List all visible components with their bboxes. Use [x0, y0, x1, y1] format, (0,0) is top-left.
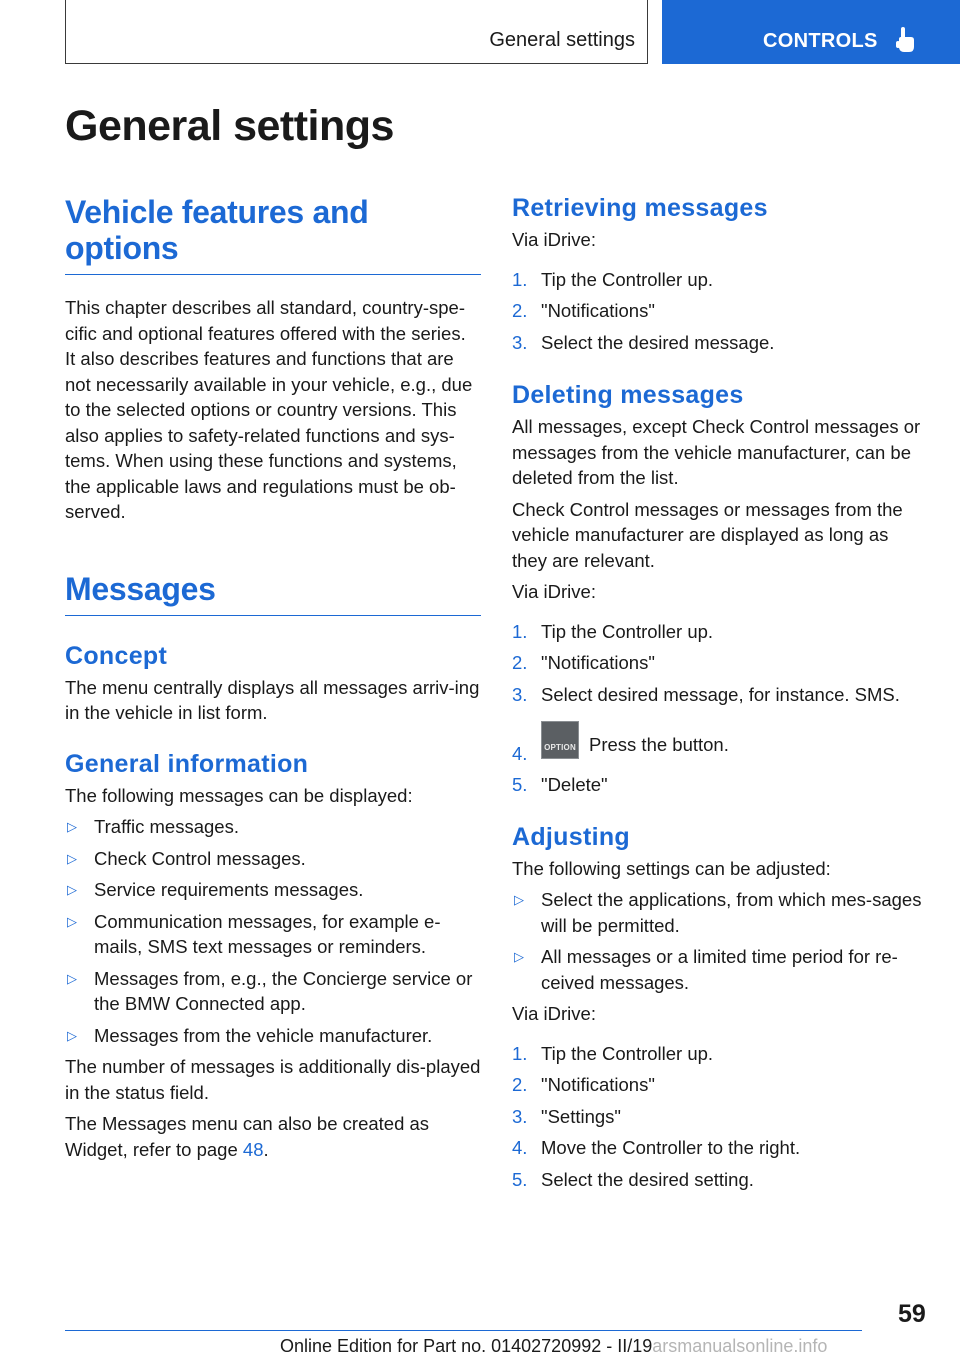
list-item: ▷ Communication messages, for example e-mails, SMS text messages or reminders. [67, 910, 441, 957]
header-controls-tab[interactable] [662, 0, 960, 64]
messages-heading: Messages [65, 570, 216, 607]
vehicle-features-heading-line2: options [65, 230, 179, 266]
deleting-messages-heading: Deleting messages [512, 381, 744, 409]
list-item: ▷ Check Control messages. [65, 846, 481, 872]
concept-heading: Concept [65, 641, 168, 670]
footer-edition [280, 1336, 827, 1357]
step-item: 4. Move the Controller to the right. [512, 1137, 801, 1158]
left-column [65, 194, 481, 1162]
list-item: ▷ Messages from, e.g., the Concierge service or the BMW Connected app. [67, 967, 473, 1014]
via-idrive-label: Via iDrive: [512, 1003, 596, 1024]
triangle-bullet-icon: ▷ [514, 892, 524, 907]
page-reference-link[interactable]: 48 [242, 1138, 264, 1160]
vehicle-features-body: This chapter describes all standard, country-spe-cific and optional features offered with the series. It also describes features and functions that are not necessarily available in your vehicle, e.g., due to the selected options or country versions. This also applies to safety-related functions and sys-tems. When using these functions and systems, the applicable laws and regulations must be ob-served. [65, 297, 473, 522]
message-types-list [65, 814, 481, 1048]
triangle-bullet-icon: ▷ [67, 970, 77, 986]
step-item: 1. Tip the Controller up. [512, 268, 714, 290]
list-item: ▷ Select the applications, from which mes-sages will be permitted. [514, 889, 922, 936]
pointing-hand-icon [895, 27, 917, 58]
footer-rule [65, 1330, 862, 1331]
deleting-steps [512, 619, 922, 798]
retrieving-steps [512, 267, 922, 356]
right-column [512, 193, 922, 1192]
list-item: ▷ Traffic messages. [65, 814, 481, 840]
edition-text: Online Edition for Part no. 01402720992 - II/19 [280, 1336, 653, 1356]
triangle-bullet-icon: ▷ [67, 913, 77, 929]
via-idrive-label: Via iDrive: [512, 581, 596, 602]
step-item: 3. Select the desired message. [512, 331, 775, 353]
page-number: 59 [898, 1300, 926, 1328]
step-item: 1. Tip the Controller up. [512, 1042, 714, 1064]
triangle-bullet-icon: ▷ [67, 1027, 77, 1043]
watermark: arsmanualsonline.info [652, 1336, 828, 1356]
list-item: ▷ Messages from the vehicle manufacturer. [65, 1023, 481, 1049]
step-item: 2. "Notifications" [512, 652, 655, 673]
section-rule [65, 274, 481, 275]
general-information-intro: The following messages can be displayed: [65, 784, 413, 806]
header-tab-label: CONTROLS [763, 30, 878, 52]
adjusting-heading: Adjusting [512, 822, 630, 851]
step-item: 3. Select desired message, for instance. SMS. [512, 683, 900, 705]
deleting-body-1: All messages, except Check Control messages or messages from the vehicle manufacturer, can be deleted from the list. [512, 416, 921, 488]
status-field-note: The number of messages is additionally dis-played in the status field. [65, 1056, 481, 1103]
triangle-bullet-icon: ▷ [514, 949, 524, 964]
header-section-title: General settings [489, 29, 635, 51]
step-item: 4. OPTION Press the button. [512, 725, 922, 765]
retrieving-messages-heading: Retrieving messages [512, 194, 768, 222]
list-item: ▷ Service requirements messages. [65, 877, 481, 903]
vehicle-features-heading [65, 194, 481, 266]
widget-note: The Messages menu can also be created as Widget, refer to page 48. [65, 1113, 430, 1160]
vehicle-features-heading-line1: Vehicle features and [65, 194, 369, 230]
step-item: 2. "Notifications" [512, 1074, 655, 1095]
adjusting-intro: The following settings can be adjusted: [512, 857, 831, 879]
step-item: 1. Tip the Controller up. [512, 620, 714, 642]
triangle-bullet-icon: ▷ [67, 882, 77, 897]
step-item: 2. "Notifications" [512, 300, 655, 321]
triangle-bullet-icon: ▷ [67, 850, 77, 866]
general-information-heading: General information [65, 749, 309, 778]
step-item: 5. Select the desired setting. [512, 1168, 754, 1190]
option-button-icon: OPTION [541, 721, 579, 759]
via-idrive-label: Via iDrive: [512, 229, 596, 250]
triangle-bullet-icon: ▷ [67, 819, 77, 834]
list-item: ▷ All messages or a limited time period for re-ceived messages. [514, 946, 898, 993]
concept-body: The menu centrally displays all messages arriv-ing in the vehicle in list form. [65, 676, 480, 723]
page-title: General settings [65, 102, 394, 150]
section-rule [65, 615, 481, 616]
adjusting-options-list [512, 887, 922, 995]
deleting-body-2: Check Control messages or messages from the vehicle manufacturer are displayed as long as they are relevant. [512, 498, 903, 571]
adjusting-steps [512, 1041, 922, 1193]
step-item: 5. "Delete" [512, 774, 608, 795]
step-item: 3. "Settings" [512, 1105, 621, 1127]
